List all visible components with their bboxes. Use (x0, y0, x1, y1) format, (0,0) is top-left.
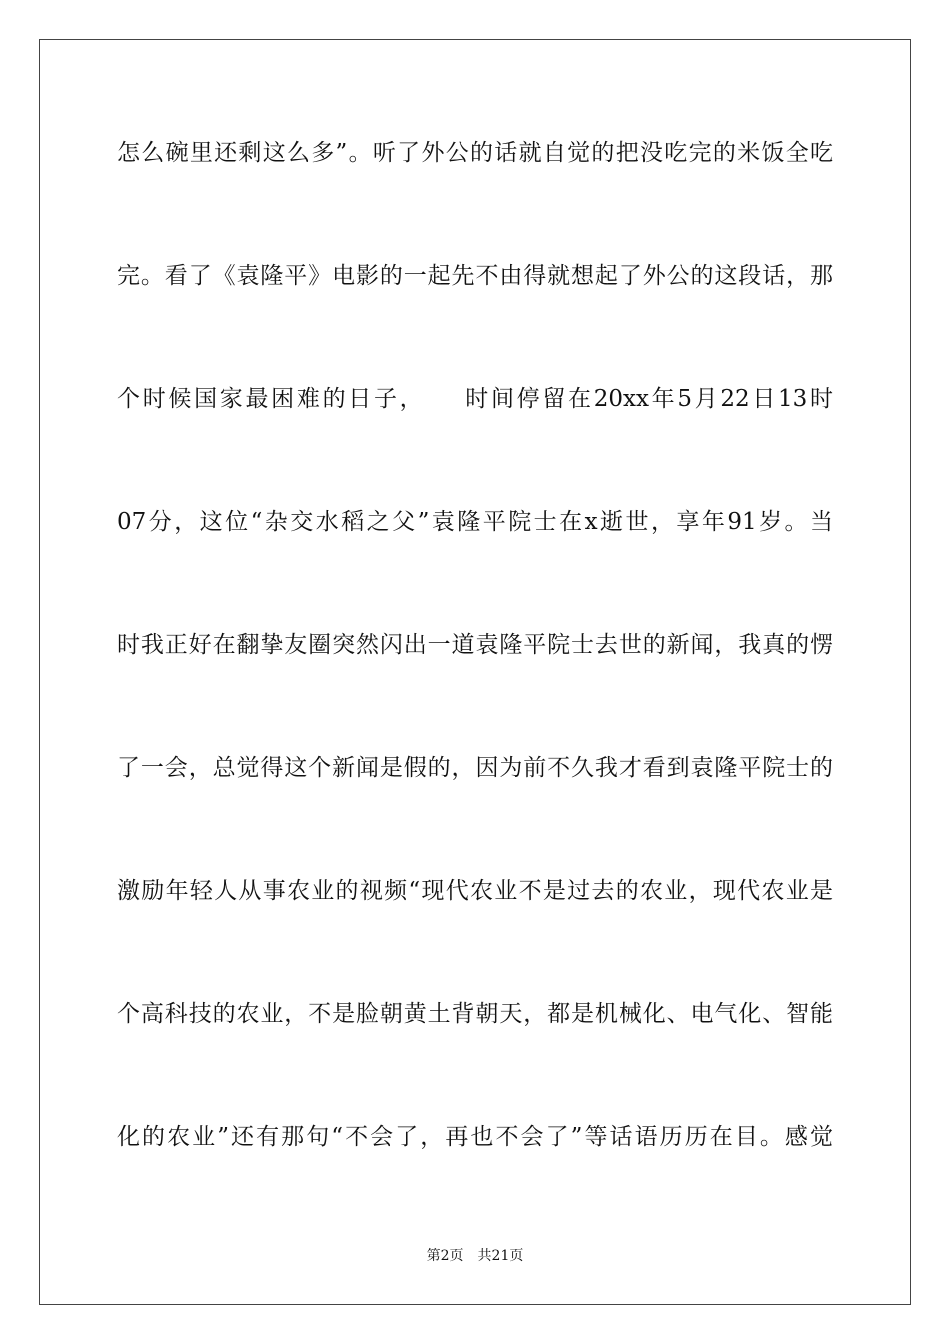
body-text-line: 个高科技的农业，不是脸朝黄土背朝天，都是机械化、电气化、智能 (117, 1001, 833, 1027)
body-text-line: 个时候国家最困难的日子， 时间停留在20xx年5月22日13时 (117, 386, 833, 412)
body-text-line: 激励年轻人从事农业的视频“现代农业不是过去的农业，现代农业是 (117, 878, 833, 904)
body-text-line: 怎么碗里还剩这么多”。听了外公的话就自觉的把没吃完的米饭全吃 (117, 140, 833, 166)
body-text-line: 化的农业”还有那句“不会了，再也不会了”等话语历历在目。感觉 (117, 1124, 833, 1150)
body-text-line: 了一会，总觉得这个新闻是假的，因为前不久我才看到袁隆平院士的 (117, 755, 833, 781)
body-text-line: 07分，这位“杂交水稻之父”袁隆平院士在x逝世，享年91岁。当 (117, 509, 833, 535)
page-frame (39, 39, 911, 1305)
page-footer: 第2页 共21页 (426, 1248, 524, 1264)
body-text-line: 完。看了《袁隆平》电影的一起先不由得就想起了外公的这段话，那 (117, 263, 833, 289)
body-text-line: 时我正好在翻挚友圈突然闪出一道袁隆平院士去世的新闻，我真的愣 (117, 632, 833, 658)
